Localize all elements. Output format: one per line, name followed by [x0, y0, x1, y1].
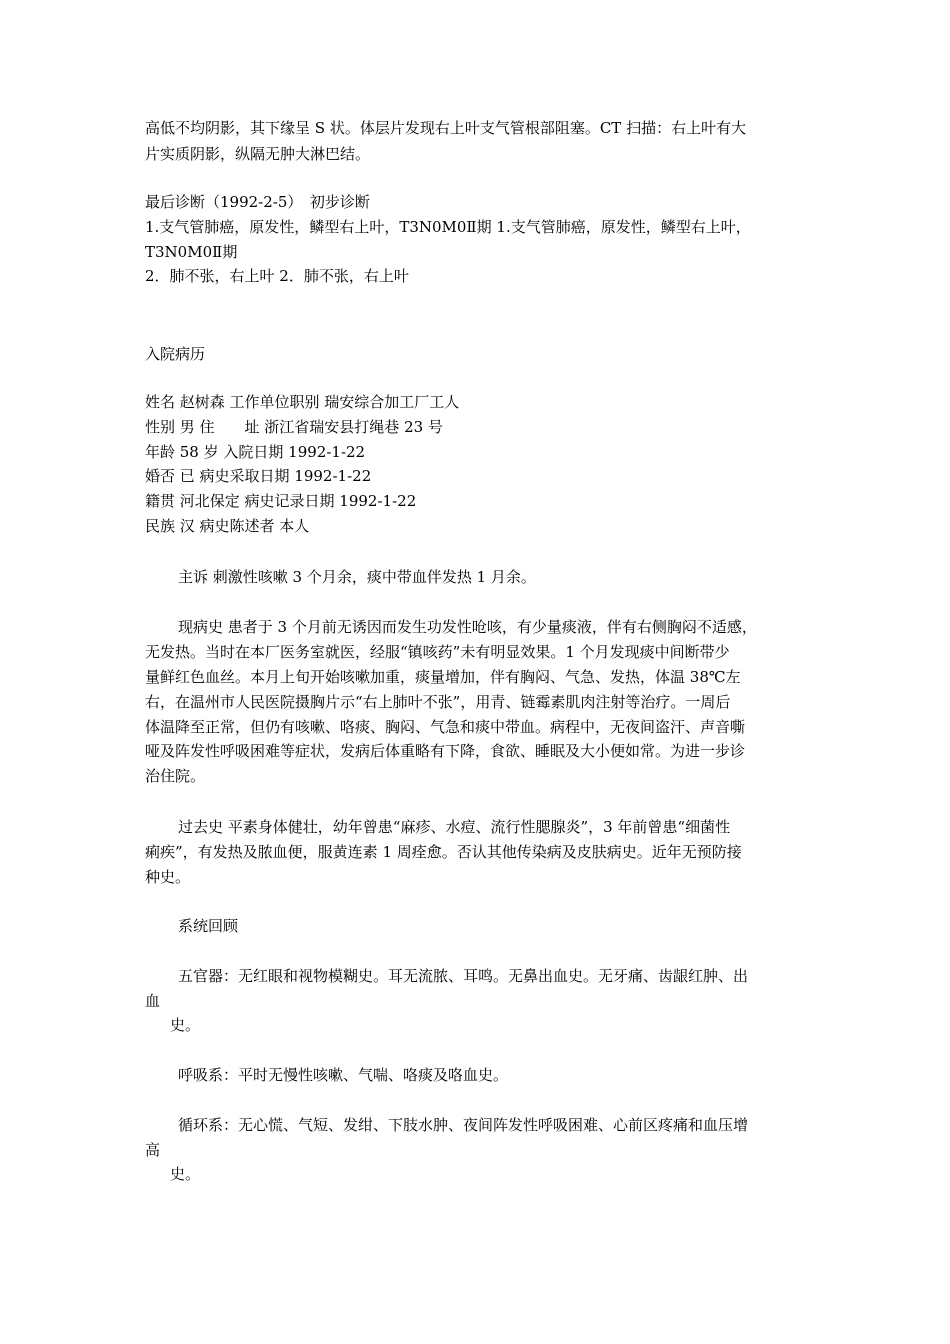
patient-info-age: 年龄 58 岁 入院日期 1992-1-22 — [145, 443, 366, 461]
systems-review-title: 系统回顾 — [178, 917, 239, 935]
diagnosis-header: 最后诊断（1992-2-5） 初步诊断 — [145, 193, 370, 211]
past-history-line-3: 种史。 — [145, 868, 191, 886]
patient-info-origin: 籍贯 河北保定 病史记录日期 1992-1-22 — [145, 492, 417, 510]
diagnosis-line-3: 2．肺不张，右上叶 2．肺不张，右上叶 — [145, 267, 409, 285]
patient-info-sex: 性别 男 住 址 浙江省瑞安县打绳巷 23 号 — [145, 418, 443, 436]
findings-line-2: 片实质阴影，纵隔无肿大淋巴结。 — [145, 145, 371, 163]
ent-line-2: 血 — [145, 992, 161, 1010]
ent-line-3: 史。 — [170, 1016, 201, 1034]
respiratory-line: 呼吸系：平时无慢性咳嗽、气喘、咯痰及咯血史。 — [178, 1066, 509, 1084]
present-illness-line-3: 量鲜红色血丝。本月上旬开始咳嗽加重，痰量增加，伴有胸闷、气急、发热，体温 38℃左 — [145, 668, 741, 686]
present-illness-line-1: 现病史 患者于 3 个月前无诱因而发生功发性呛咳，有少量痰液，伴有右侧胸闷不适感， — [178, 618, 757, 636]
patient-info-marital: 婚否 已 病史采取日期 1992-1-22 — [145, 467, 372, 485]
past-history-line-1: 过去史 平素身体健壮，幼年曾患“麻疹、水痘、流行性腮腺炎”，3 年前曾患“细菌性 — [178, 818, 731, 836]
admission-record-title: 入院病历 — [145, 345, 206, 363]
present-illness-line-2: 无发热。当时在本厂医务室就医，经服“镇咳药”未有明显效果。1 个月发现痰中间断带少 — [145, 643, 730, 661]
present-illness-line-5: 体温降至正常，但仍有咳嗽、咯痰、胸闷、气急和痰中带血。病程中，无夜间盗汗、声音嘶 — [145, 718, 746, 736]
present-illness-line-4: 右，在温州市人民医院摄胸片示“右上肺叶不张”，用青、链霉素肌肉注射等治疗。一周后 — [145, 693, 731, 711]
patient-info-name: 姓名 赵树森 工作单位职别 瑞安综合加工厂工人 — [145, 393, 460, 411]
diagnosis-line-1: 1.支气管肺癌，原发性，鳞型右上叶，T3N0M0Ⅱ期 1.支气管肺癌，原发性，鳞型右上叶， — [145, 218, 751, 236]
circulatory-line-1: 循环系：无心慌、气短、发绀、下肢水肿、夜间阵发性呼吸困难、心前区疼痛和血压增 — [178, 1116, 749, 1134]
chief-complaint: 主诉 刺激性咳嗽 3 个月余，痰中带血伴发热 1 月余。 — [178, 568, 536, 586]
circulatory-line-2: 高 — [145, 1141, 161, 1159]
findings-line-1: 高低不均阴影，其下缘呈 S 状。体层片发现右上叶支气管根部阻塞。CT 扫描：右上叶有大 — [145, 119, 747, 137]
ent-line-1: 五官器：无红眼和视物模糊史。耳无流脓、耳鸣。无鼻出血史。无牙痛、齿龈红肿、出 — [178, 967, 749, 985]
patient-info-ethnicity: 民族 汉 病史陈述者 本人 — [145, 517, 310, 535]
past-history-line-2: 痢疾”，有发热及脓血便，服黄连素 1 周痊愈。否认其他传染病及皮肤病史。近年无预防接 — [145, 843, 742, 861]
present-illness-line-7: 治住院。 — [145, 767, 206, 785]
present-illness-line-6: 哑及阵发性呼吸困难等症状，发病后体重略有下降，食欲、睡眠及大小便如常。为进一步诊 — [145, 742, 746, 760]
circulatory-line-3: 史。 — [170, 1165, 201, 1183]
diagnosis-line-2: T3N0M0Ⅱ期 — [145, 243, 238, 261]
